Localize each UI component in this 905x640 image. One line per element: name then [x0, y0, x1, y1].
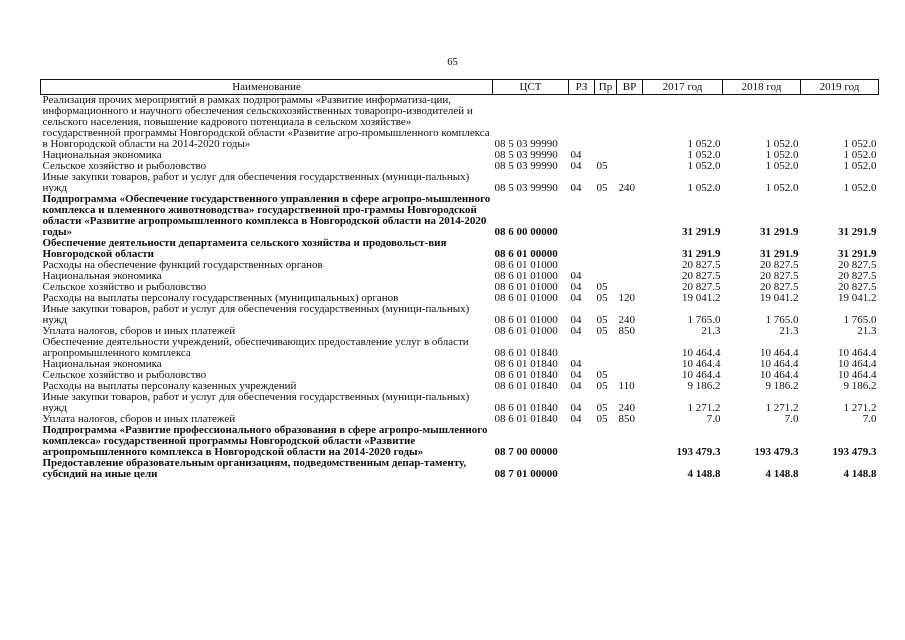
- row-2019-cell: 1 052.0: [843, 182, 877, 194]
- budget-table: [40, 79, 879, 480]
- row-2018-cell: 21.3: [779, 325, 799, 337]
- row-2018-cell: 7.0: [784, 413, 799, 425]
- row-cst-cell: 08 6 01 00000: [494, 248, 558, 260]
- row-rz-cell: [569, 458, 595, 480]
- row-cst-cell: 08 6 01 01840: [494, 380, 558, 392]
- row-rz-cell: 04: [570, 292, 582, 304]
- row-name-cell: Иные закупки товаров, работ и услуг для обеспечения государственных (муници-пальных) нужд: [42, 303, 470, 326]
- row-rz-cell: 04: [570, 325, 582, 337]
- row-vr-cell: [617, 337, 643, 359]
- row-2018-cell: 31 291.9: [760, 248, 799, 260]
- row-cst-cell: 08 6 01 01000: [494, 325, 558, 337]
- header-2018: 2018 год: [723, 80, 801, 95]
- row-2017-cell: 20 827.5: [682, 259, 721, 271]
- row-pr-cell: 05: [596, 160, 608, 172]
- row-pr-cell: 05: [596, 325, 608, 337]
- table-row: [41, 238, 879, 260]
- row-2018-cell: 20 827.5: [760, 259, 799, 271]
- row-2019-cell: 9 186.2: [843, 380, 877, 392]
- row-name-cell: Национальная экономика: [42, 358, 162, 370]
- row-2017-cell: 20 827.5: [682, 281, 721, 293]
- table-row: [41, 194, 879, 238]
- row-2019-cell: 31 291.9: [838, 248, 877, 260]
- row-2018-cell: 20 827.5: [760, 281, 799, 293]
- row-pr-cell: [595, 238, 617, 260]
- row-2017-cell: 20 827.5: [682, 270, 721, 282]
- table-row: [41, 95, 879, 151]
- row-vr-cell: [617, 238, 643, 260]
- row-name-cell: Обеспечение деятельности учреждений, обеспечивающих предоставление услуг в области агропромышленного комплекса: [42, 336, 469, 359]
- row-cst-cell: 08 5 03 99990: [494, 160, 558, 172]
- row-pr-cell: [595, 425, 617, 458]
- row-name-cell: Расходы на выплаты персоналу казенных учреждений: [42, 380, 297, 392]
- row-rz-cell: 04: [570, 369, 582, 381]
- row-vr-cell: 240: [618, 314, 635, 326]
- row-pr-cell: 05: [596, 182, 608, 194]
- row-2018-cell: 4 148.8: [765, 468, 799, 480]
- row-2017-cell: 1 765.0: [687, 314, 721, 326]
- row-rz-cell: 04: [570, 314, 582, 326]
- row-vr-cell: 850: [618, 325, 635, 337]
- header-2017: 2017 год: [643, 80, 723, 95]
- row-cst-cell: 08 6 01 01000: [494, 292, 558, 304]
- row-2017-cell: 10 464.4: [682, 369, 721, 381]
- row-pr-cell: 05: [596, 402, 608, 414]
- header-vr: ВР: [617, 80, 643, 95]
- row-cst-cell: 08 7 01 00000: [494, 468, 558, 480]
- row-rz-cell: 04: [570, 270, 582, 282]
- row-vr-cell: [617, 260, 643, 271]
- row-2017-cell: 21.3: [701, 325, 721, 337]
- row-vr-cell: [617, 359, 643, 370]
- row-2017-cell: 193 479.3: [676, 446, 721, 458]
- table-row: [41, 172, 879, 194]
- row-2017-cell: 1 052.0: [687, 138, 721, 150]
- row-2018-cell: 1 052.0: [765, 149, 799, 161]
- row-2017-cell: 31 291.9: [682, 248, 721, 260]
- row-2017-cell: 1 052.0: [687, 160, 721, 172]
- table-row: [41, 392, 879, 414]
- row-2019-cell: 1 052.0: [843, 149, 877, 161]
- row-2018-cell: 1 052.0: [765, 160, 799, 172]
- table-row: [41, 304, 879, 326]
- row-rz-cell: 04: [570, 413, 582, 425]
- header-name: Наименование: [41, 80, 493, 95]
- row-name-cell: Подпрограмма «Обеспечение государственного управления в сфере агропро-мышленного комплекса и племенного животноводства» государственной про-граммы Новгородской области «Развитие агропромышленного комплекса в Новгородской области на 2014-2020 годы»: [42, 193, 491, 238]
- row-vr-cell: 120: [618, 292, 635, 304]
- row-cst-cell: 08 6 01 01000: [494, 270, 558, 282]
- row-2019-cell: 20 827.5: [838, 259, 877, 271]
- row-rz-cell: 04: [570, 402, 582, 414]
- row-2018-cell: 1 052.0: [765, 138, 799, 150]
- table-body: [41, 95, 879, 481]
- row-pr-cell: 05: [596, 292, 608, 304]
- table-row: [41, 425, 879, 458]
- row-name-cell: Обеспечение деятельности департамента сельского хозяйства и продовольст-вия Новгородской области: [42, 237, 447, 260]
- row-name-cell: Сельское хозяйство и рыболовство: [42, 281, 207, 293]
- header-2019: 2019 год: [801, 80, 879, 95]
- row-rz-cell: [569, 337, 595, 359]
- row-rz-cell: 04: [570, 182, 582, 194]
- row-name-cell: Предоставление образовательным организациям, подведомственным депар-таменту, субсидий на иные цели: [42, 457, 467, 480]
- row-name-cell: Иные закупки товаров, работ и услуг для обеспечения государственных (муници-пальных) нужд: [42, 391, 470, 414]
- row-vr-cell: 240: [618, 182, 635, 194]
- row-2018-cell: 19 041.2: [760, 292, 799, 304]
- row-2019-cell: 1 052.0: [843, 160, 877, 172]
- row-name-cell: Национальная экономика: [42, 270, 162, 282]
- row-2019-cell: 4 148.8: [843, 468, 877, 480]
- row-rz-cell: 04: [570, 380, 582, 392]
- table-row: [41, 260, 879, 271]
- row-name-cell: Расходы на выплаты персоналу государственных (муниципальных) органов: [42, 292, 399, 304]
- row-cst-cell: 08 5 03 99990: [494, 182, 558, 194]
- row-2019-cell: 20 827.5: [838, 270, 877, 282]
- row-vr-cell: [617, 425, 643, 458]
- row-vr-cell: 850: [618, 413, 635, 425]
- row-rz-cell: 04: [570, 149, 582, 161]
- row-2018-cell: 1 271.2: [765, 402, 799, 414]
- row-2019-cell: 1 765.0: [843, 314, 877, 326]
- row-vr-cell: [617, 150, 643, 161]
- row-2019-cell: 1 052.0: [843, 138, 877, 150]
- row-name-cell: Расходы на обеспечение функций государственных органов: [42, 259, 323, 271]
- row-2019-cell: 31 291.9: [838, 226, 877, 238]
- row-cst-cell: 08 6 01 01000: [494, 281, 558, 293]
- row-cst-cell: 08 6 01 01840: [494, 369, 558, 381]
- row-pr-cell: [595, 95, 617, 151]
- row-vr-cell: [617, 271, 643, 282]
- header-rz: РЗ: [569, 80, 595, 95]
- row-2017-cell: 31 291.9: [682, 226, 721, 238]
- row-cst-cell: 08 6 01 01000: [494, 259, 558, 271]
- row-2019-cell: 19 041.2: [838, 292, 877, 304]
- row-cst-cell: 08 7 00 00000: [494, 446, 558, 458]
- row-2017-cell: 10 464.4: [682, 347, 721, 359]
- row-pr-cell: 05: [596, 380, 608, 392]
- row-2019-cell: 193 479.3: [832, 446, 877, 458]
- row-rz-cell: 04: [570, 358, 582, 370]
- row-2017-cell: 7.0: [706, 413, 721, 425]
- row-cst-cell: 08 5 03 99990: [494, 138, 558, 150]
- row-2019-cell: 20 827.5: [838, 281, 877, 293]
- row-vr-cell: [617, 458, 643, 480]
- row-2017-cell: 1 052.0: [687, 182, 721, 194]
- row-cst-cell: 08 6 01 01840: [494, 358, 558, 370]
- row-pr-cell: [595, 458, 617, 480]
- table-row: [41, 458, 879, 480]
- row-2019-cell: 10 464.4: [838, 347, 877, 359]
- row-name-cell: Подпрограмма «Развитие профессионального образования в сфере агропро-мышленного комплекса» государственной программы Новгородской области «Развитие агропромышленного комплекса в Новгородской области на 2014-2020 годы»: [42, 424, 488, 458]
- row-name-cell: Иные закупки товаров, работ и услуг для обеспечения государственных (муници-пальных) нужд: [42, 171, 470, 194]
- row-vr-cell: 110: [618, 380, 635, 392]
- row-cst-cell: 08 6 01 01840: [494, 402, 558, 414]
- row-2017-cell: 1 052.0: [687, 149, 721, 161]
- row-2019-cell: 10 464.4: [838, 358, 877, 370]
- row-name-cell: Сельское хозяйство и рыболовство: [42, 160, 207, 172]
- row-rz-cell: 04: [570, 160, 582, 172]
- row-2018-cell: 10 464.4: [760, 358, 799, 370]
- row-2019-cell: 21.3: [857, 325, 877, 337]
- row-pr-cell: [595, 194, 617, 238]
- row-cst-cell: 08 6 01 01840: [494, 413, 558, 425]
- row-pr-cell: [595, 337, 617, 359]
- row-2018-cell: 193 479.3: [754, 446, 799, 458]
- row-2018-cell: 9 186.2: [765, 380, 799, 392]
- row-pr-cell: 05: [596, 413, 608, 425]
- row-2017-cell: 9 186.2: [687, 380, 721, 392]
- row-2017-cell: 19 041.2: [682, 292, 721, 304]
- row-pr-cell: 05: [596, 369, 608, 381]
- row-cst-cell: 08 5 03 99990: [494, 149, 558, 161]
- row-rz-cell: [569, 194, 595, 238]
- row-2017-cell: 10 464.4: [682, 358, 721, 370]
- row-2018-cell: 1 052.0: [765, 182, 799, 194]
- row-pr-cell: [595, 260, 617, 271]
- row-rz-cell: [569, 95, 595, 151]
- row-rz-cell: 04: [570, 281, 582, 293]
- row-name-cell: Национальная экономика: [42, 149, 162, 161]
- row-2018-cell: 1 765.0: [765, 314, 799, 326]
- row-2017-cell: 4 148.8: [687, 468, 721, 480]
- row-vr-cell: 240: [618, 402, 635, 414]
- row-2019-cell: 7.0: [862, 413, 877, 425]
- row-name-cell: Сельское хозяйство и рыболовство: [42, 369, 207, 381]
- row-cst-cell: 08 6 01 01000: [494, 314, 558, 326]
- row-vr-cell: [617, 194, 643, 238]
- row-2018-cell: 31 291.9: [760, 226, 799, 238]
- row-rz-cell: [569, 425, 595, 458]
- row-2019-cell: 10 464.4: [838, 369, 877, 381]
- row-name-cell: Уплата налогов, сборов и иных платежей: [42, 413, 236, 425]
- header-pr: Пр: [595, 80, 617, 95]
- table-row: [41, 337, 879, 359]
- row-pr-cell: 05: [596, 281, 608, 293]
- row-cst-cell: 08 6 00 00000: [494, 226, 558, 238]
- row-2018-cell: 20 827.5: [760, 270, 799, 282]
- row-name-cell: Реализация прочих мероприятий в рамках подпрограммы «Развитие информатиза-ции, информационного и научного обеспечения сельскохозяйственных товаропро-изводителей и сельского населения, повышение кадрового потенциала в сельском хозяйстве» государственной программы Новгородской области «Развитие агро-промышленного комплекса в Новгородской области на 2014-2020 годы»: [42, 94, 490, 150]
- row-2017-cell: 1 271.2: [687, 402, 721, 414]
- row-rz-cell: [569, 238, 595, 260]
- row-2018-cell: 10 464.4: [760, 347, 799, 359]
- page-number: 65: [447, 57, 458, 68]
- row-2018-cell: 10 464.4: [760, 369, 799, 381]
- row-pr-cell: 05: [596, 314, 608, 326]
- row-name-cell: Уплата налогов, сборов и иных платежей: [42, 325, 236, 337]
- row-vr-cell: [617, 95, 643, 151]
- row-cst-cell: 08 6 01 01840: [494, 347, 558, 359]
- row-vr-cell: [617, 161, 643, 172]
- row-2019-cell: 1 271.2: [843, 402, 877, 414]
- table-header-row: [41, 80, 879, 95]
- header-cst: ЦСТ: [493, 80, 569, 95]
